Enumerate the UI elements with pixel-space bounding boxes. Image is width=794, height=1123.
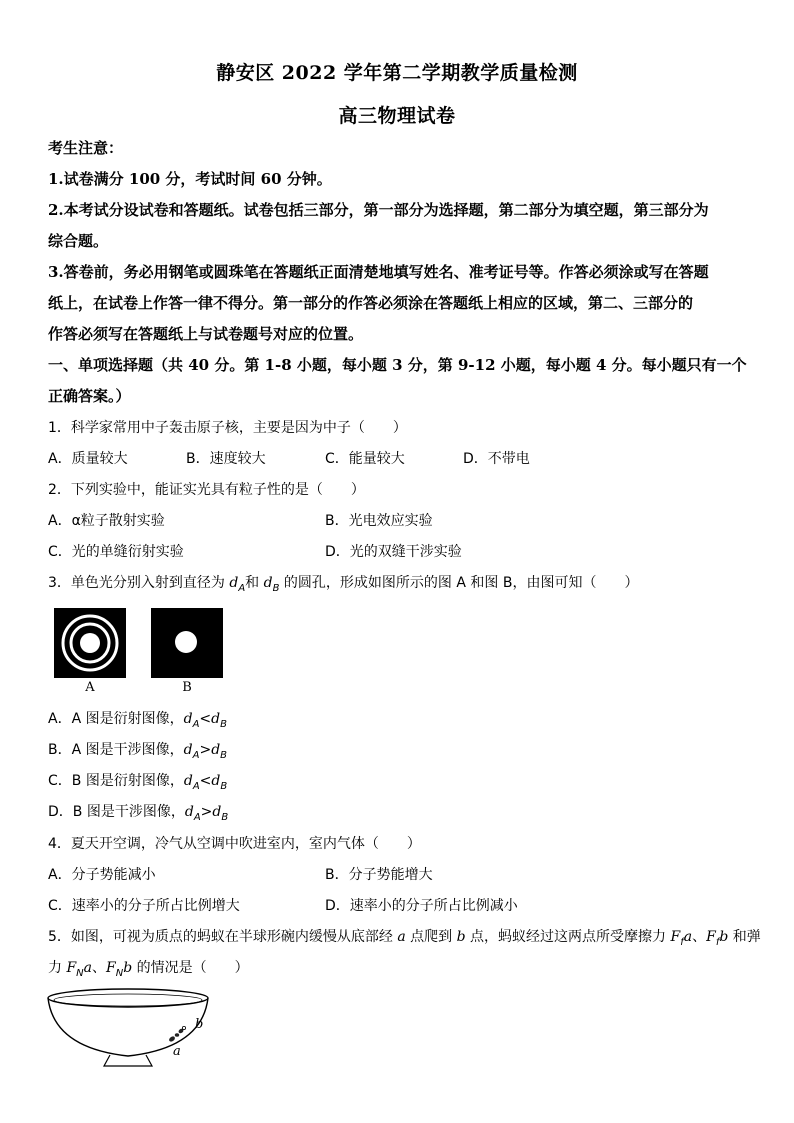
diffraction-pattern-a [54,608,126,678]
ant-icon [168,1026,185,1042]
notice-item-3-line3: 作答必须写在答题纸上与试卷题号对应的位置。 [48,325,364,343]
section1-heading-line1: 一、单项选择题（共 40 分。第 1-8 小题，每小题 3 分，第 9-12 小题，每小题 4 分。每小题只有一个 [48,356,747,374]
notice-heading: 考生注意： [48,139,124,157]
figure-b-label: B [182,680,192,695]
q2-stem: 2．下列实验中，能证实光具有粒子性的是（ ） [48,482,365,498]
light-spot-pattern-b [151,608,223,678]
notice-item-2-line2: 综合题。 [48,232,109,250]
q3-option-d: D．B 图是干涉图像，$d_A>d_B$ [48,804,229,823]
q2-option-a: A．α粒子散射实验 [48,513,165,529]
q2-option-c: C．光的单缝衍射实验 [48,544,184,560]
notice-item-2-line1: 2.本考试分设试卷和答题纸。试卷包括三部分，第一部分为选择题，第二部分为填空题，第三部分为 [48,201,709,219]
notice-item-3-line2: 纸上，在试卷上作答一律不得分。第一部分的作答必须涂在答题纸上相应的区域，第二、三部分的 [48,294,694,312]
section1-heading-line2: 正确答案。） [48,387,131,405]
exam-title: 静安区 2022 学年第二学期教学质量检测 [216,62,578,84]
q3-option-c: C．B 图是衍射图像，$d_A<d_B$ [48,773,228,792]
q1-option-d: D．不带电 [463,451,530,467]
q4-option-d: D．速率小的分子所占比例减小 [325,898,518,914]
exam-subtitle: 高三物理试卷 [338,105,456,127]
bowl-point-b-label: b [195,1017,204,1032]
q4-option-a: A．分子势能减小 [48,867,156,883]
figure-a-label: A [85,680,95,695]
notice-item-1: 1.试卷满分 100 分，考试时间 60 分钟。 [48,170,332,188]
bowl-point-a-label: a [173,1044,181,1059]
q5-stem-line1: 5．如图，可视为质点的蚂蚁在半球形碗内缓慢从底部经 a 点爬到 b 点，蚂蚁经过这两点所受摩擦力 $F_fa$、$F_fb$ 和弹 [48,929,761,948]
q1-stem: 1．科学家常用中子轰击原子核，主要是因为中子（ ） [48,420,407,436]
q2-option-b: B．光电效应实验 [325,513,433,529]
q1-option-c: C．能量较大 [325,451,405,467]
q1-option-b: B．速度较大 [186,451,266,467]
q4-option-c: C．速率小的分子所占比例增大 [48,898,240,914]
q4-option-b: B．分子势能增大 [325,867,433,883]
q3-option-a: A．A 图是衍射图像，$d_A<d_B$ [48,711,227,730]
q1-option-a: A．质量较大 [48,451,128,467]
q3-option-b: B．A 图是干涉图像，$d_A>d_B$ [48,742,228,761]
hemispherical-bowl-diagram [44,986,214,1070]
q4-stem: 4．夏天开空调，冷气从空调中吹进室内，室内气体（ ） [48,836,421,852]
notice-item-3-line1: 3.答卷前，务必用钢笔或圆珠笔在答题纸正面清楚地填写姓名、准考证号等。作答必须涂或写在答题 [48,263,709,281]
q2-option-d: D．光的双缝干涉实验 [325,544,462,560]
q3-stem: 3．单色光分别入射到直径为 $d_A$和 $d_B$ 的圆孔，形成如图所示的图 A 和图 B，由图可知（ ） [48,575,639,594]
q5-stem-line2: 力 $F_Na$、$F_Nb$ 的情况是（ ） [48,960,249,979]
